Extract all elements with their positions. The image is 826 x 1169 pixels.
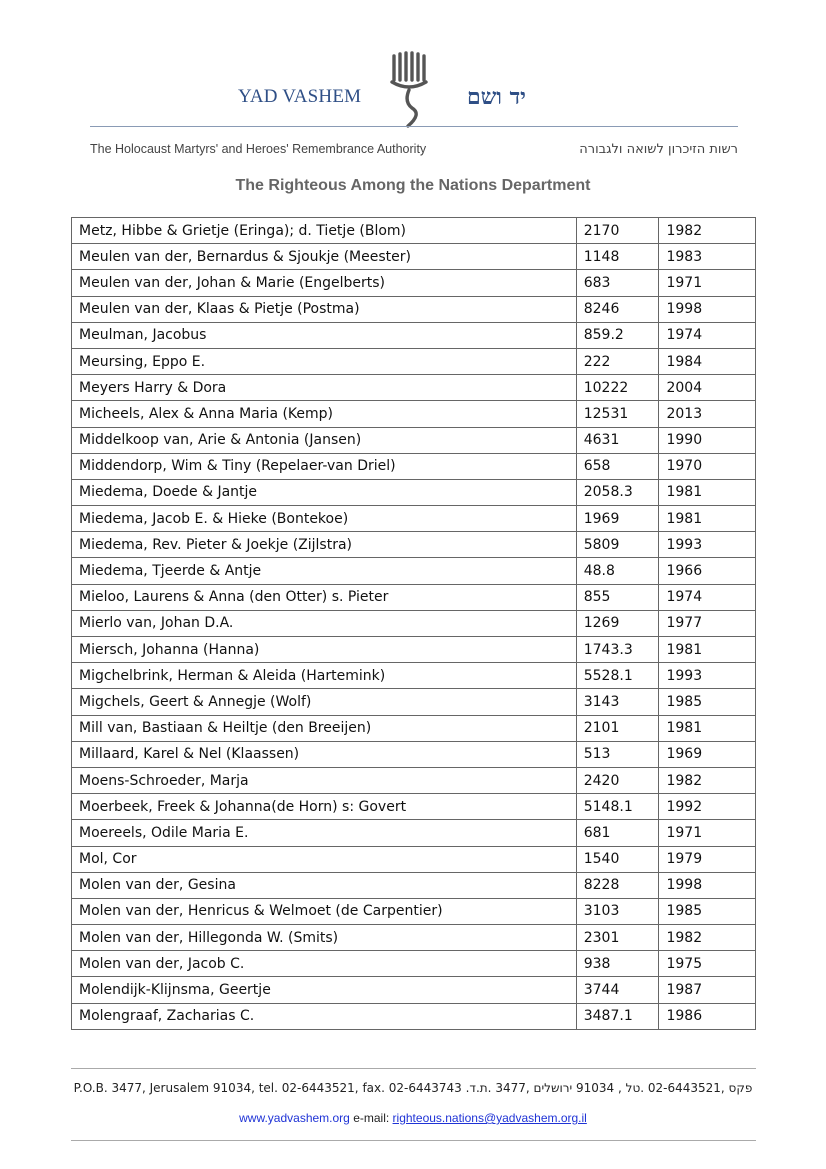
name-cell: Molen van der, Henricus & Welmoet (de Carpentier) (72, 898, 577, 924)
file-number-cell: 1148 (576, 244, 659, 270)
table-row (72, 637, 756, 663)
name-cell: Meulman, Jacobus (72, 322, 577, 348)
file-number-cell: 938 (576, 951, 659, 977)
file-number-cell: 8246 (576, 296, 659, 322)
table-row (72, 427, 756, 453)
file-number-cell: 1743.3 (576, 637, 659, 663)
table-row (72, 741, 756, 767)
year-cell: 1979 (659, 846, 756, 872)
name-cell: Moereels, Odile Maria E. (72, 820, 577, 846)
table-row (72, 689, 756, 715)
year-cell: 2013 (659, 401, 756, 427)
name-cell: Migchelbrink, Herman & Aleida (Hartemink) (72, 663, 577, 689)
file-number-cell: 2170 (576, 218, 659, 244)
authority-hebrew: רשות הזיכרון לשואה ולגבורה (579, 142, 738, 157)
name-cell: Miedema, Tjeerde & Antje (72, 558, 577, 584)
department-title: The Righteous Among the Nations Department (235, 177, 591, 194)
name-cell: Molen van der, Jacob C. (72, 951, 577, 977)
authority-line (90, 142, 738, 157)
file-number-cell: 683 (576, 270, 659, 296)
table-row (72, 401, 756, 427)
year-cell: 1993 (659, 532, 756, 558)
name-cell: Mierlo van, Johan D.A. (72, 610, 577, 636)
name-cell: Meyers Harry & Dora (72, 375, 577, 401)
footer-divider-bottom (71, 1140, 756, 1141)
name-cell: Mieloo, Laurens & Anna (den Otter) s. Pieter (72, 584, 577, 610)
name-cell: Miedema, Rev. Pieter & Joekje (Zijlstra) (72, 532, 577, 558)
file-number-cell: 222 (576, 348, 659, 374)
name-cell: Molen van der, Gesina (72, 872, 577, 898)
table-row (72, 663, 756, 689)
name-cell: Molengraaf, Zacharias C. (72, 1003, 577, 1029)
name-cell: Middelkoop van, Arie & Antonia (Jansen) (72, 427, 577, 453)
file-number-cell: 2101 (576, 715, 659, 741)
year-cell: 1993 (659, 663, 756, 689)
name-cell: Meulen van der, Klaas & Pietje (Postma) (72, 296, 577, 322)
name-cell: Meulen van der, Johan & Marie (Engelberts) (72, 270, 577, 296)
year-cell: 1985 (659, 898, 756, 924)
name-cell: Mill van, Bastiaan & Heiltje (den Breeijen) (72, 715, 577, 741)
table-row (72, 375, 756, 401)
file-number-cell: 8228 (576, 872, 659, 898)
footer-address: P.O.B. 3477, Jerusalem 91034, tel. 02-6443521, fax. 02-6443743 .פקס ,02-6443521 .טל , 91034 ירושלים ,3477 .ת.ד (73, 1081, 753, 1095)
file-number-cell: 1540 (576, 846, 659, 872)
file-number-cell: 2420 (576, 767, 659, 793)
name-cell: Middendorp, Wim & Tiny (Repelaer-van Driel) (72, 453, 577, 479)
file-number-cell: 2301 (576, 925, 659, 951)
file-number-cell: 681 (576, 820, 659, 846)
table-row (72, 846, 756, 872)
table-row (72, 348, 756, 374)
table-row (72, 479, 756, 505)
header-divider (90, 126, 738, 127)
name-cell: Migchels, Geert & Annegje (Wolf) (72, 689, 577, 715)
year-cell: 1986 (659, 1003, 756, 1029)
file-number-cell: 5148.1 (576, 794, 659, 820)
name-cell: Meulen van der, Bernardus & Sjoukje (Meester) (72, 244, 577, 270)
file-number-cell: 859.2 (576, 322, 659, 348)
year-cell: 1975 (659, 951, 756, 977)
table-row (72, 218, 756, 244)
email-label: e-mail: (349, 1111, 393, 1125)
file-number-cell: 1269 (576, 610, 659, 636)
file-number-cell: 3487.1 (576, 1003, 659, 1029)
year-cell: 1981 (659, 479, 756, 505)
table-row (72, 898, 756, 924)
table-row (72, 558, 756, 584)
name-cell: Miedema, Jacob E. & Hieke (Bontekoe) (72, 506, 577, 532)
table-row (72, 925, 756, 951)
year-cell: 1981 (659, 715, 756, 741)
yad-vashem-menorah-logo (382, 50, 438, 130)
year-cell: 1971 (659, 820, 756, 846)
footer-divider-top (71, 1068, 756, 1069)
year-cell: 1990 (659, 427, 756, 453)
footer-contact (0, 1111, 826, 1125)
name-cell: Molendijk-Klijnsma, Geertje (72, 977, 577, 1003)
name-cell: Meursing, Eppo E. (72, 348, 577, 374)
website-link[interactable]: www.yadvashem.org (239, 1111, 350, 1125)
file-number-cell: 5528.1 (576, 663, 659, 689)
year-cell: 1987 (659, 977, 756, 1003)
name-cell: Metz, Hibbe & Grietje (Eringa); d. Tietje (Blom) (72, 218, 577, 244)
file-number-cell: 1969 (576, 506, 659, 532)
year-cell: 1982 (659, 767, 756, 793)
righteous-table (71, 217, 756, 1030)
table-row (72, 506, 756, 532)
year-cell: 1998 (659, 296, 756, 322)
year-cell: 1971 (659, 270, 756, 296)
table-row (72, 794, 756, 820)
name-cell: Millaard, Karel & Nel (Klaassen) (72, 741, 577, 767)
name-cell: Moerbeek, Freek & Johanna(de Horn) s: Govert (72, 794, 577, 820)
year-cell: 1981 (659, 506, 756, 532)
year-cell: 1984 (659, 348, 756, 374)
year-cell: 1966 (659, 558, 756, 584)
table-row (72, 872, 756, 898)
file-number-cell: 2058.3 (576, 479, 659, 505)
table-row (72, 296, 756, 322)
table-row (72, 244, 756, 270)
name-cell: Miersch, Johanna (Hanna) (72, 637, 577, 663)
year-cell: 1981 (659, 637, 756, 663)
file-number-cell: 3143 (576, 689, 659, 715)
table-row (72, 532, 756, 558)
table-row (72, 1003, 756, 1029)
name-cell: Molen van der, Hillegonda W. (Smits) (72, 925, 577, 951)
table-row (72, 270, 756, 296)
authority-english: The Holocaust Martyrs' and Heroes' Remembrance Authority (90, 142, 427, 156)
year-cell: 1983 (659, 244, 756, 270)
name-cell: Micheels, Alex & Anna Maria (Kemp) (72, 401, 577, 427)
year-cell: 1992 (659, 794, 756, 820)
year-cell: 1982 (659, 925, 756, 951)
file-number-cell: 3744 (576, 977, 659, 1003)
file-number-cell: 658 (576, 453, 659, 479)
logo-hebrew-text: יד ושם (467, 84, 526, 110)
logo-english-text: YAD VASHEM (238, 86, 362, 107)
year-cell: 1985 (659, 689, 756, 715)
name-cell: Mol, Cor (72, 846, 577, 872)
file-number-cell: 12531 (576, 401, 659, 427)
year-cell: 1974 (659, 322, 756, 348)
table-row (72, 767, 756, 793)
file-number-cell: 513 (576, 741, 659, 767)
file-number-cell: 48.8 (576, 558, 659, 584)
table-row (72, 715, 756, 741)
email-link[interactable]: righteous.nations@yadvashem.org.il (392, 1111, 587, 1125)
year-cell: 1998 (659, 872, 756, 898)
table-row (72, 453, 756, 479)
name-cell: Miedema, Doede & Jantje (72, 479, 577, 505)
file-number-cell: 855 (576, 584, 659, 610)
year-cell: 1982 (659, 218, 756, 244)
year-cell: 1970 (659, 453, 756, 479)
file-number-cell: 3103 (576, 898, 659, 924)
table-row (72, 951, 756, 977)
table-row (72, 977, 756, 1003)
year-cell: 1969 (659, 741, 756, 767)
file-number-cell: 5809 (576, 532, 659, 558)
table-row (72, 610, 756, 636)
table-row (72, 322, 756, 348)
year-cell: 2004 (659, 375, 756, 401)
year-cell: 1977 (659, 610, 756, 636)
year-cell: 1974 (659, 584, 756, 610)
file-number-cell: 10222 (576, 375, 659, 401)
table-row (72, 820, 756, 846)
file-number-cell: 4631 (576, 427, 659, 453)
name-cell: Moens-Schroeder, Marja (72, 767, 577, 793)
table-row (72, 584, 756, 610)
